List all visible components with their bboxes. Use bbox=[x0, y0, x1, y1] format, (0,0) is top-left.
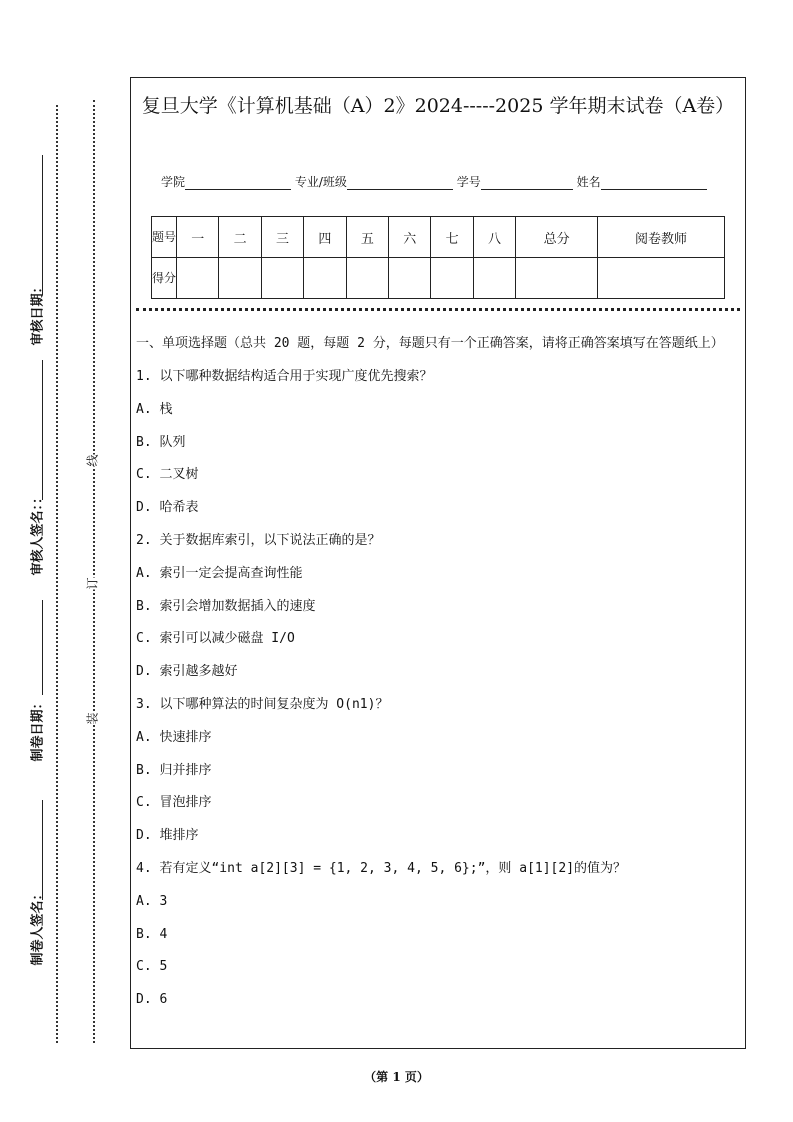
score-table-header-row bbox=[152, 217, 725, 258]
reviewer-sign-line bbox=[42, 360, 43, 500]
option: B. 索引会增加数据插入的速度 bbox=[136, 598, 316, 614]
name-label: 姓名 bbox=[576, 175, 601, 189]
binding-word-order: 订 bbox=[82, 577, 103, 589]
score-cell-total[interactable] bbox=[516, 258, 598, 299]
col-grader: 阅卷教师 bbox=[598, 217, 725, 258]
score-cell-1[interactable] bbox=[177, 258, 219, 299]
option: A. 3 bbox=[136, 893, 168, 909]
col-3: 三 bbox=[261, 217, 303, 258]
reviewer-sign-label: 审核人签名：： bbox=[30, 490, 46, 576]
col-7: 七 bbox=[431, 217, 473, 258]
option: A. 栈 bbox=[136, 401, 173, 417]
binding-dotted-line-inner bbox=[93, 100, 95, 1043]
name-blank[interactable] bbox=[601, 177, 707, 190]
question-stem: 4. 若有定义“int a[2][3] = {1, 2, 3, 4, 5, 6};”，则 a[1][2]的值为？ bbox=[136, 860, 627, 876]
question-stem: 1. 以下哪种数据结构适合用于实现广度优先搜索？ bbox=[136, 369, 433, 384]
maker-sign-label: 制卷人签名： bbox=[30, 887, 46, 966]
score-cell-8[interactable] bbox=[473, 258, 515, 299]
col-1: 一 bbox=[177, 217, 219, 258]
major-label: 专业/班级 bbox=[294, 175, 347, 189]
student-id-label: 学号 bbox=[456, 175, 481, 189]
option: D. 堆排序 bbox=[136, 828, 199, 844]
score-table-score-row bbox=[152, 258, 725, 299]
option: C. 二叉树 bbox=[136, 467, 199, 483]
review-date-line bbox=[42, 155, 43, 295]
review-date-label: 审核日期： bbox=[30, 280, 46, 346]
binding-word-line: 线 bbox=[82, 454, 103, 466]
college-blank[interactable] bbox=[185, 177, 291, 190]
option: A. 索引一定会提高查询性能 bbox=[136, 565, 303, 581]
option: C. 冒泡排序 bbox=[136, 795, 212, 811]
maker-sign-line bbox=[42, 800, 43, 900]
make-date-label: 制卷日期： bbox=[30, 696, 46, 762]
student-info-line bbox=[161, 173, 721, 190]
question-stem: 3. 以下哪种算法的时间复杂度为 O(n1)？ bbox=[136, 696, 389, 712]
score-cell-4[interactable] bbox=[304, 258, 346, 299]
score-cell-7[interactable] bbox=[431, 258, 473, 299]
option: B. 归并排序 bbox=[136, 762, 212, 778]
exam-frame bbox=[130, 77, 746, 1049]
major-blank[interactable] bbox=[347, 177, 453, 190]
option: D. 索引越多越好 bbox=[136, 664, 238, 680]
score-cell-grader[interactable] bbox=[598, 258, 725, 299]
score-cell-2[interactable] bbox=[219, 258, 261, 299]
section-1-heading: 一、单项选择题（总共 20 题，每题 2 分，每题只有一个正确答案，请将正确答案填写在答题纸上） bbox=[136, 336, 724, 351]
col-6: 六 bbox=[389, 217, 431, 258]
option: C. 5 bbox=[136, 959, 168, 975]
binding-dotted-line-outer bbox=[56, 105, 58, 1043]
col-2: 二 bbox=[219, 217, 261, 258]
score-cell-6[interactable] bbox=[389, 258, 431, 299]
page-number: （第 1 页） bbox=[364, 1070, 429, 1084]
col-5: 五 bbox=[346, 217, 388, 258]
score-cell-3[interactable] bbox=[261, 258, 303, 299]
option: B. 队列 bbox=[136, 434, 186, 450]
question-content bbox=[136, 333, 740, 1017]
score-cell-5[interactable] bbox=[346, 258, 388, 299]
dotted-separator bbox=[136, 308, 740, 311]
question-number-head: 题号 bbox=[152, 217, 177, 258]
option: B. 4 bbox=[136, 926, 168, 942]
score-table bbox=[151, 216, 725, 299]
exam-title: 复旦大学《计算机基础（A）2》2024-----2025 学年期末试卷（A卷） bbox=[141, 95, 735, 117]
col-total: 总分 bbox=[516, 217, 598, 258]
make-date-line bbox=[42, 600, 43, 695]
student-id-blank[interactable] bbox=[481, 177, 573, 190]
option: A. 快速排序 bbox=[136, 729, 212, 745]
option: D. 哈希表 bbox=[136, 500, 199, 516]
score-head: 得分 bbox=[152, 258, 177, 299]
college-label: 学院 bbox=[161, 175, 186, 189]
binding-word-install: 装 bbox=[82, 712, 103, 724]
option: D. 6 bbox=[136, 992, 168, 1008]
option: C. 索引可以减少磁盘 I/O bbox=[136, 631, 295, 647]
col-4: 四 bbox=[304, 217, 346, 258]
question-stem: 2. 关于数据库索引，以下说法正确的是？ bbox=[136, 532, 381, 548]
col-8: 八 bbox=[473, 217, 515, 258]
